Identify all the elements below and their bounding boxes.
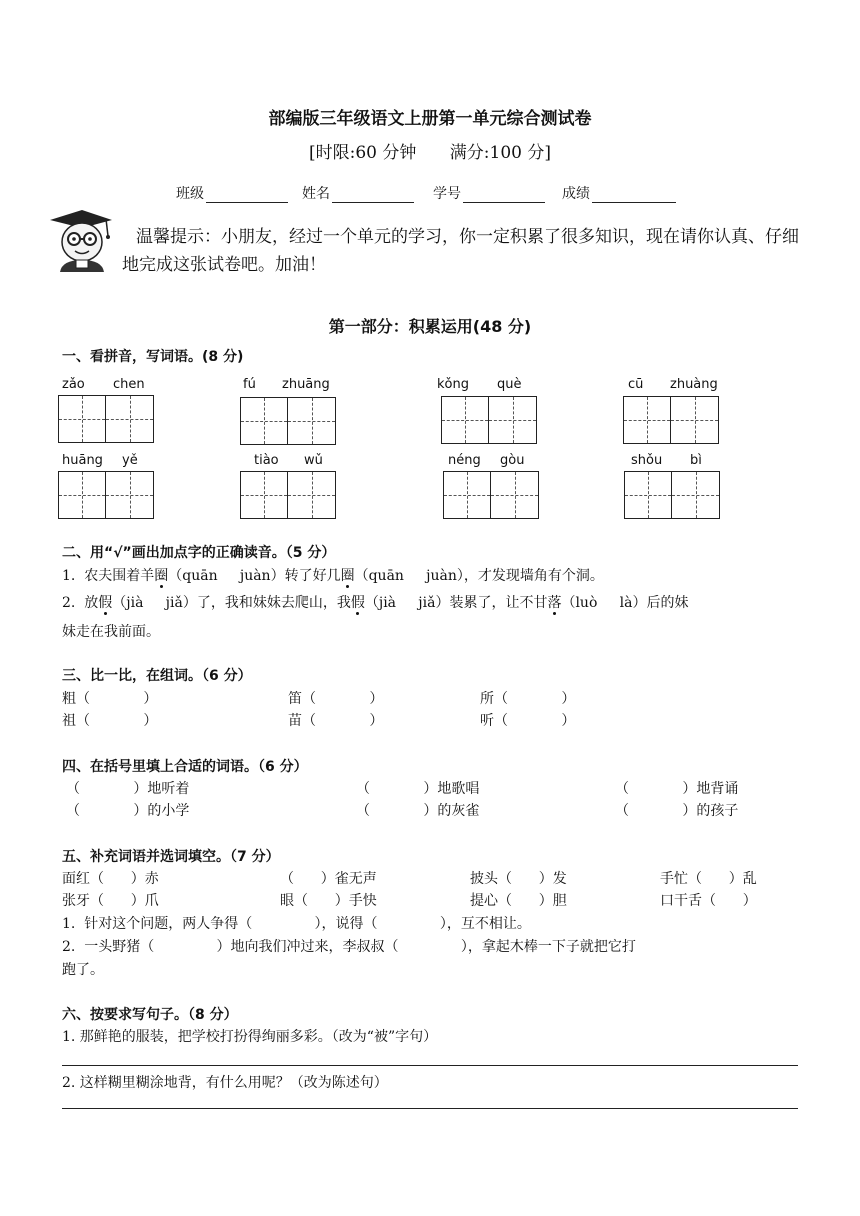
q3-r1-c3[interactable]: 所（ ） <box>480 691 576 707</box>
q2-item-2-cont: 妹走在我前面。 <box>62 624 160 640</box>
field-number-blank[interactable] <box>463 188 545 203</box>
q3-r2-c1[interactable]: 祖（ ） <box>62 713 158 729</box>
q4-r2-c2[interactable]: （ ）的灰雀 <box>356 803 480 819</box>
q4-r1-c3[interactable]: （ ）地背诵 <box>615 781 739 797</box>
field-score-label: 成绩 <box>562 186 590 202</box>
q6-sentence-2: 2. 这样糊里糊涂地背，有什么用呢？（改为陈述句） <box>62 1075 388 1091</box>
field-number-label: 学号 <box>433 186 461 202</box>
q4-r1-c2[interactable]: （ ）地歌唱 <box>356 781 480 797</box>
text: （luò là）后的妹 <box>561 595 689 611</box>
time-limit-label: [时限:60 分钟 <box>308 143 417 163</box>
pinyin: yě <box>122 453 138 468</box>
pinyin: zǎo <box>62 377 85 392</box>
writing-cell[interactable] <box>240 397 288 445</box>
q5-title: 五、补充词语并选词填空。（7 分） <box>62 849 280 865</box>
q4-r2-c3[interactable]: （ ）的孩子 <box>615 803 739 819</box>
page-title: 部编版三年级语文上册第一单元综合测试卷 <box>268 109 592 129</box>
writing-grid[interactable] <box>441 396 537 444</box>
dotted-char: 假 <box>98 595 113 611</box>
q5-idiom[interactable]: 披头（ ）发 <box>470 871 567 887</box>
q5-sentence-1[interactable]: 1. 针对这个问题，两人争得（ ），说得（ ），互不相让。 <box>62 916 531 932</box>
text: （quān juàn），才发现墙角有个洞。 <box>354 568 604 584</box>
q5-idiom[interactable]: 提心（ ）胆 <box>470 893 567 909</box>
writing-cell[interactable] <box>624 471 672 519</box>
writing-cell[interactable] <box>288 471 336 519</box>
writing-grid[interactable] <box>58 395 154 443</box>
writing-grid[interactable] <box>240 397 336 445</box>
q3-r1-c2[interactable]: 笛（ ） <box>288 691 384 707</box>
q2-title: 二、用“√”画出加点字的正确读音。（5 分） <box>62 545 336 561</box>
writing-cell[interactable] <box>489 396 537 444</box>
q5-sentence-2-cont: 跑了。 <box>62 962 104 978</box>
time-limit <box>0 138 860 163</box>
q3-r1-c1[interactable]: 粗（ ） <box>62 691 158 707</box>
writing-cell[interactable] <box>443 471 491 519</box>
q3-r2-c3[interactable]: 听（ ） <box>480 713 576 729</box>
part-one-title: 第一部分：积累运用(48 分) <box>328 317 532 336</box>
writing-cell[interactable] <box>288 397 336 445</box>
field-class[interactable] <box>176 183 288 203</box>
pinyin: fú <box>243 377 256 392</box>
field-score[interactable] <box>562 183 676 203</box>
writing-cell[interactable] <box>240 471 288 519</box>
q5-idiom[interactable]: 面红（ ）赤 <box>62 871 159 887</box>
dotted-char: 圈 <box>340 568 355 584</box>
text: 2. 放 <box>62 595 99 611</box>
student-mascot-icon <box>46 206 116 272</box>
q2-item-1 <box>62 565 604 585</box>
pinyin: zhuàng <box>670 377 718 392</box>
field-number[interactable] <box>433 183 545 203</box>
field-name[interactable] <box>302 183 414 203</box>
q3-r2-c2[interactable]: 苗（ ） <box>288 713 384 729</box>
writing-cell[interactable] <box>106 395 154 443</box>
text: （quān juàn）转了好几 <box>168 568 341 584</box>
writing-grid[interactable] <box>624 471 720 519</box>
q5-idiom[interactable]: 手忙（ ）乱 <box>660 871 757 887</box>
q5-sentence-2[interactable]: 2. 一头野猪（ ）地向我们冲过来，李叔叔（ ），拿起木棒一下子就把它打 <box>62 939 636 955</box>
pinyin: bì <box>690 453 702 468</box>
answer-line-1[interactable] <box>62 1065 798 1066</box>
writing-cell[interactable] <box>58 471 106 519</box>
pinyin: kǒng <box>437 377 469 392</box>
writing-cell[interactable] <box>58 395 106 443</box>
full-score-label: 满分:100 分] <box>449 143 552 163</box>
pinyin: wǔ <box>304 453 323 468</box>
answer-line-2[interactable] <box>62 1108 798 1109</box>
writing-grid[interactable] <box>240 471 336 519</box>
dotted-char: 圈 <box>154 568 169 584</box>
field-name-label: 姓名 <box>302 186 330 202</box>
q6-title: 六、按要求写句子。（8 分） <box>62 1007 238 1023</box>
writing-cell[interactable] <box>441 396 489 444</box>
q4-title: 四、在括号里填上合适的词语。（6 分） <box>62 759 308 775</box>
pinyin: chen <box>113 377 145 392</box>
pinyin: cū <box>628 377 644 392</box>
field-score-blank[interactable] <box>592 188 676 203</box>
field-class-label: 班级 <box>176 186 204 202</box>
q5-idiom[interactable]: 眼（ ）手快 <box>280 893 377 909</box>
q5-idiom[interactable]: 口干舌（ ） <box>660 893 757 909</box>
writing-grid[interactable] <box>623 396 719 444</box>
writing-cell[interactable] <box>491 471 539 519</box>
pinyin: què <box>497 377 522 392</box>
text: （jià jiǎ）了，我和妹妹去爬山，我 <box>112 595 351 611</box>
writing-cell[interactable] <box>671 396 719 444</box>
text: （jià jiǎ）装累了，让不甘 <box>364 595 548 611</box>
q4-r1-c1[interactable]: （ ）地听着 <box>66 781 190 797</box>
dotted-char: 落 <box>547 595 562 611</box>
pinyin: zhuāng <box>282 377 330 392</box>
field-class-blank[interactable] <box>206 188 288 203</box>
dotted-char: 假 <box>350 595 365 611</box>
pinyin: néng <box>448 453 481 468</box>
writing-grid[interactable] <box>443 471 539 519</box>
q5-idiom[interactable]: （ ）雀无声 <box>280 871 377 887</box>
pinyin: shǒu <box>631 453 663 468</box>
text: 1. 农夫围着羊 <box>62 568 155 584</box>
writing-grid[interactable] <box>58 471 154 519</box>
pinyin: tiào <box>254 453 279 468</box>
q2-item-2 <box>62 592 688 612</box>
pinyin: gòu <box>500 453 525 468</box>
q5-idiom[interactable]: 张牙（ ）爪 <box>62 893 159 909</box>
q6-sentence-1: 1. 那鲜艳的服装，把学校打扮得绚丽多彩。（改为“被”字句） <box>62 1029 438 1045</box>
pinyin: huāng <box>62 453 103 468</box>
tip-text: 温馨提示：小朋友，经过一个单元的学习，你一定积累了很多知识，现在请你认真、仔细地完成这张试卷吧。加油！ <box>122 227 799 275</box>
writing-cell[interactable] <box>672 471 720 519</box>
q3-title: 三、比一比，在组词。（6 分） <box>62 668 252 684</box>
q1-title: 一、看拼音，写词语。(8 分) <box>62 349 244 365</box>
writing-cell[interactable] <box>106 471 154 519</box>
field-name-blank[interactable] <box>332 188 414 203</box>
writing-cell[interactable] <box>623 396 671 444</box>
q4-r2-c1[interactable]: （ ）的小学 <box>66 803 190 819</box>
